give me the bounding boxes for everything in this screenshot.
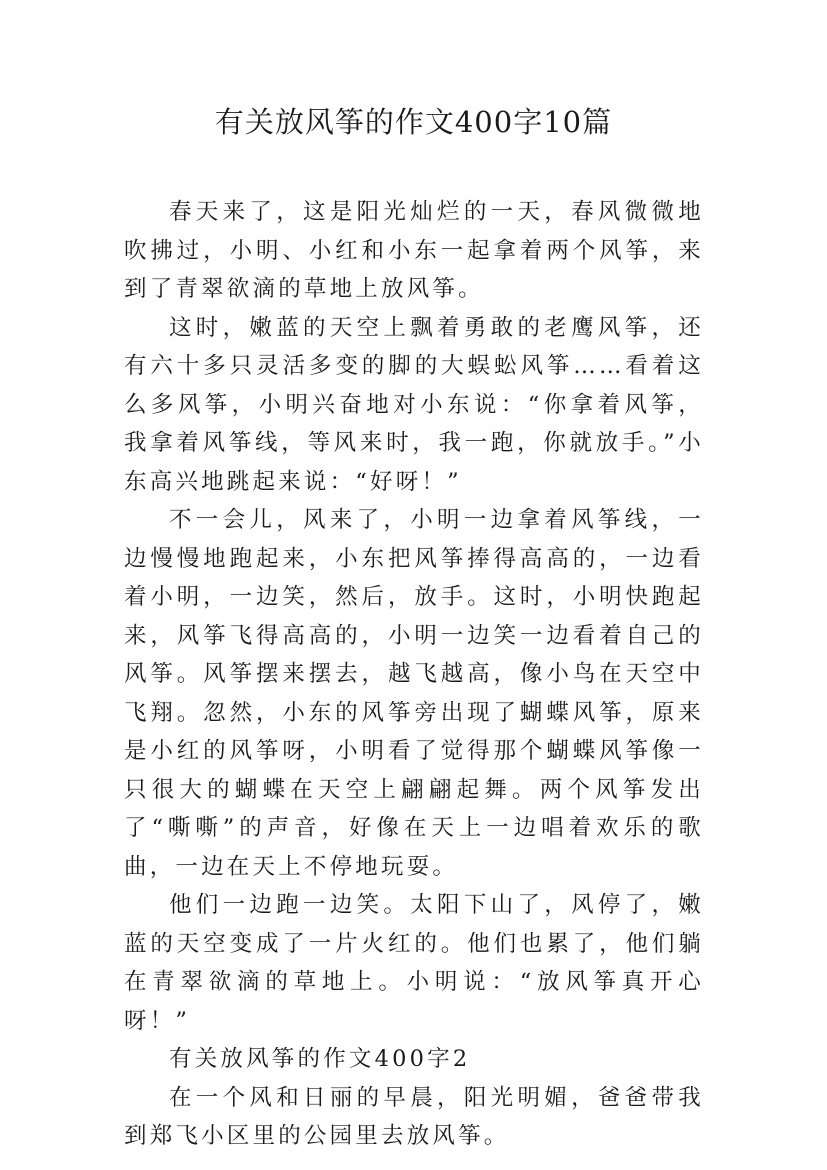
paragraph-1: 春天来了，这是阳光灿烂的一天，春风微微地吹拂过，小明、小红和小东一起拿着两个风筝，来到了青翠欲滴的草地上放风筝。 bbox=[124, 199, 704, 302]
paragraph-5: 在一个风和日丽的早晨，阳光明媚，爸爸带我到郑飞小区里的公园里去放风筝。 bbox=[124, 1084, 704, 1149]
document-title: 有关放风筝的作文400字10篇 bbox=[214, 105, 613, 139]
paragraph-3: 不一会儿，风来了，小明一边拿着风筝线，一边慢慢地跑起来，小东把风筝捧得高高的，一边看着小明，一边笑，然后，放手。这时，小明快跑起来，风筝飞得高高的，小明一边笑一边看着自己的风筝。风筝摆来摆去，越飞越高，像小鸟在天空中飞翔。忽然，小东的风筝旁出现了蝴蝶风筝，原来是小红的风筝呀，小明看了觉得那个蝴蝶风筝像一只很大的蝴蝶在天空上翩翩起舞。两个风筝发出了“嘶嘶”的声音，好像在天上一边唱着欢乐的歌曲，一边在天上不停地玩耍。 bbox=[124, 507, 704, 880]
document-body bbox=[124, 193, 704, 1156]
section-heading-2: 有关放风筝的作文400字2 bbox=[169, 1046, 471, 1072]
paragraph-2: 这时，嫩蓝的天空上飘着勇敢的老鹰风筝，还有六十多只灵活多变的脚的大蜈蚣风筝……看着这么多风筝，小明兴奋地对小东说：“你拿着风筝，我拿着风筝线，等风来时，我一跑，你就放手。”小东高兴地跳起来说：“好呀！” bbox=[124, 314, 704, 495]
paragraph-4: 他们一边跑一边笑。太阳下山了，风停了，嫩蓝的天空变成了一片火红的。他们也累了，他们躺在青翠欲滴的草地上。小明说：“放风筝真开心呀！” bbox=[124, 892, 704, 1034]
